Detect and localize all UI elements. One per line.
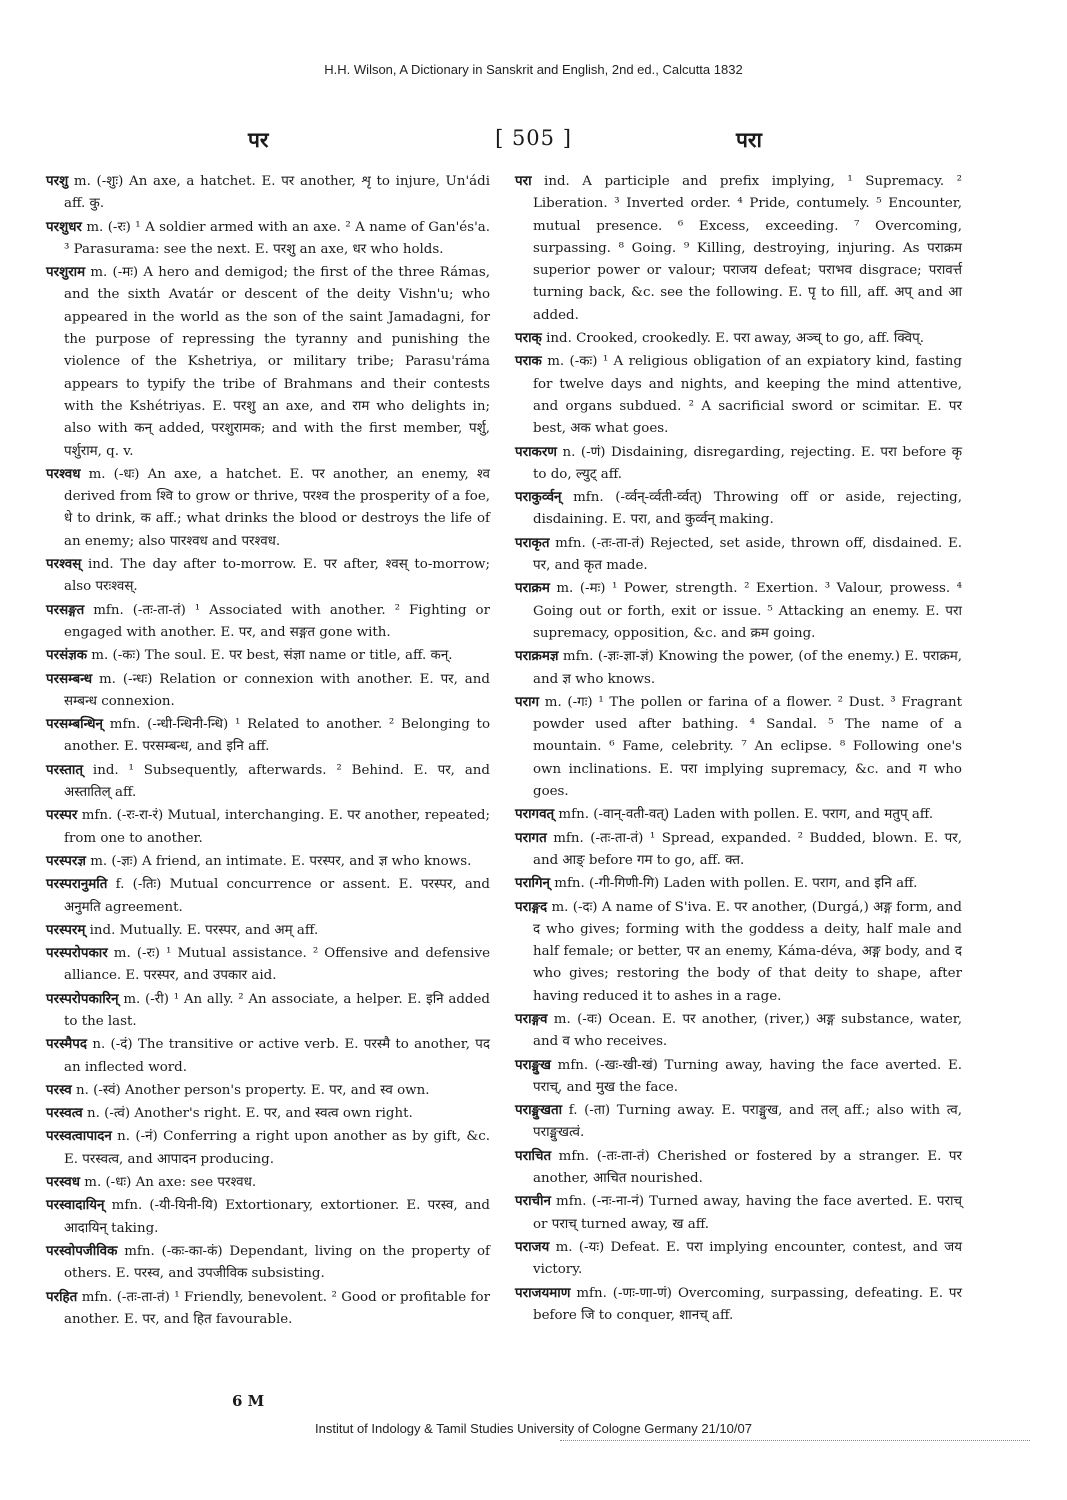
entry-definition: m. (-मः) A hero and demigod; the first of the three Rámas, and the sixth Avatár or descent of the deity Vishn'u; who appeared in the world as the son of the saint Jamadagni, for the purpose of repressing the tyranny and punishing the violence of the Kshetriya, or military tribe; Parasu'ráma appears to typify the tribe of Brahmans and their contests with the Kshétriyas. E. परशु an axe, and राम who delights in; also with कन् added, परशुरामक; and with the first member, पर्शु, पर्शुराम, q. v. xyxy=(64,265,490,459)
entry-headword: परस्तात् xyxy=(46,761,84,778)
entry-headword: पराक xyxy=(515,353,542,370)
entry-definition: mfn. (-खः-खी-खं) Turning away, having the face averted. E. पराच्, and मुख the face. xyxy=(533,1057,962,1095)
entry-definition: m. (-री) ¹ An ally. ² An associate, a helper. E. इनि added to the last. xyxy=(64,991,490,1029)
dictionary-entry xyxy=(46,804,490,850)
dictionary-entry xyxy=(46,873,490,919)
dictionary-entry xyxy=(46,1102,490,1125)
signature-mark: 6 M xyxy=(232,1392,265,1410)
entry-headword: परसंज्ञक xyxy=(46,647,88,664)
dictionary-entry xyxy=(46,644,490,667)
dictionary-entry xyxy=(515,827,962,873)
entry-headword: परहित xyxy=(46,1288,78,1305)
dictionary-entry xyxy=(515,350,962,440)
entry-definition: m. (-धः) An axe, a hatchet. E. पर another, an enemy, श्व derived from श्वि to grow or thrive, परश्व the prosperity of a foe, धे to drink, क aff.; what drinks the blood or destroys the life of an enemy; also पारश्वध and परश्वध. xyxy=(64,466,490,549)
entry-headword: पराकुर्व्वन् xyxy=(515,489,562,506)
entry-headword: पराचीन xyxy=(515,1193,551,1210)
entry-headword: पराक्रम xyxy=(515,580,550,597)
source-note: H.H. Wilson, A Dictionary in Sanskrit and English, 2nd ed., Calcutta 1832 xyxy=(324,62,743,77)
dictionary-entry xyxy=(515,1145,962,1191)
dictionary-entry xyxy=(46,668,490,714)
dictionary-entry xyxy=(46,1079,490,1102)
entry-headword: परस्वोपजीविक xyxy=(46,1242,118,1259)
entry-definition: mfn. (-ज्ञः-ज्ञा-ज्ञं) Knowing the power, (of the enemy.) E. पराक्रम, and ज्ञ who knows. xyxy=(533,649,962,687)
dictionary-entry xyxy=(46,1171,490,1194)
entry-headword: परा xyxy=(515,173,532,189)
entry-headword: परश्वस् xyxy=(46,556,82,573)
right-column xyxy=(515,170,962,1327)
left-column xyxy=(46,170,490,1331)
dictionary-entry xyxy=(46,1125,490,1171)
entry-headword: परस्परज्ञ xyxy=(46,852,86,869)
entry-headword: परस्मैपद xyxy=(46,1036,88,1053)
entry-definition: m. (-कः) The soul. E. पर best, संज्ञा name or title, aff. कन्. xyxy=(87,648,453,664)
entry-definition: mfn. (-णः-णा-णं) Overcoming, surpassing, defeating. E. पर before जि to conquer, शानच् aff. xyxy=(533,1285,962,1323)
dictionary-entry xyxy=(46,216,490,262)
dictionary-entry xyxy=(46,759,490,805)
dictionary-entry xyxy=(46,1194,490,1240)
dictionary-entry xyxy=(46,599,490,645)
entry-definition: m. (-यः) Defeat. E. परा implying encounter, contest, and जय victory. xyxy=(533,1239,962,1278)
entry-headword: परशु xyxy=(46,173,69,189)
entry-headword: पराकृत xyxy=(515,534,550,551)
dictionary-entry xyxy=(46,463,490,553)
entry-definition: mfn. (-न्धी-न्धिनी-न्धि) ¹ Related to another. ² Belonging to another. E. परसम्बन्ध, and इनि aff. xyxy=(64,717,490,755)
entry-definition: ind. Crooked, crookedly. E. परा away, अञ्च् to go, aff. क्विप्. xyxy=(541,331,924,347)
entry-headword: परश्वध xyxy=(46,465,81,482)
dictionary-entry xyxy=(515,896,962,1008)
entry-headword: पराजयमाण xyxy=(515,1284,571,1301)
footer-rule xyxy=(560,1440,1030,1441)
entry-headword: परसङ्गत xyxy=(46,601,85,618)
dictionary-entry xyxy=(46,988,490,1034)
dictionary-entry xyxy=(46,713,490,759)
entry-definition: mfn. (-रः-रा-रं) Mutual, interchanging. E. पर another, repeated; from one to another. xyxy=(64,808,490,846)
entry-definition: m. (-कः) ¹ A religious obligation of an expiatory kind, fasting for twelve days and nights, and keeping the mind attentive, and organs subdued. ² A sacrificial sword or scimitar. E. पर best, अक what goes. xyxy=(533,354,962,437)
entry-headword: परस्परम् xyxy=(46,921,86,938)
entry-definition: ind. A participle and prefix implying, ¹ Supremacy. ² Liberation. ³ Inverted order. ⁴ Pride, contumely. ⁵ Encounter, mutual presence. ⁶ Excess, exceeding. ⁷ Overcoming, surpassing. ⁸ Going. ⁹ Killing, destroying, injuring. As पराक्रम superior power or valour; पराजय defeat; पराभव disgrace; परावर्त्त turning back, &c. see the following. E. पृ to fill, aff. अप् and आ added. xyxy=(531,174,962,323)
entry-headword: पराङ्गद xyxy=(515,898,548,915)
entry-definition: m. (-वः) Ocean. E. पर another, (river,) अङ्ग substance, water, and व who receives. xyxy=(533,1011,962,1050)
entry-definition: m. (-गः) ¹ The pollen or farina of a flower. ² Dust. ³ Fragrant powder used after bathing. ⁴ Sandal. ⁵ The name of a mountain. ⁶ Fame, celebrity. ⁷ An eclipse. ⁸ Following one's own inclinations. E. परा implying supremacy, &c. and ग who goes. xyxy=(533,694,962,800)
entry-definition: m. (-रः) ¹ Mutual assistance. ² Offensive and defensive alliance. E. परस्पर, and उपकार aid. xyxy=(64,946,490,984)
entry-headword: परस्वत्व xyxy=(46,1105,83,1122)
entry-definition: mfn. (-र्व्वन्-र्व्वती-र्व्वत्) Throwing off or aside, rejecting, disdaining. E. परा, and कुर्व्वन् making. xyxy=(533,490,962,528)
dictionary-entry xyxy=(46,170,490,216)
entry-definition: mfn. (-वान्-वती-वत्) Laden with pollen. E. पराग, and मतुप् aff. xyxy=(554,807,934,823)
entry-definition: mfn. (-कः-का-कं) Dependant, living on the property of others. E. परस्व, and उपजीविक subsisting. xyxy=(64,1243,490,1282)
entry-headword: परागवत् xyxy=(515,806,555,823)
entry-definition: n. (-नं) Conferring a right upon another as by gift, &c. E. परस्वत्व, and आपादन producing. xyxy=(64,1129,490,1167)
dictionary-entry xyxy=(515,1054,962,1100)
dictionary-entry xyxy=(515,486,962,532)
entry-headword: पराचित xyxy=(515,1147,552,1164)
entry-definition: m. (-रः) ¹ A soldier armed with an axe. ² A name of Gan'és'a. ³ Parasurama: see the next. E. परशु an axe, धर who holds. xyxy=(64,219,490,257)
entry-headword: परस्पर xyxy=(46,807,78,824)
entry-definition: mfn. (-तः-ता-तं) Cherished or fostered by a stranger. E. पर another, आचित nourished. xyxy=(533,1148,962,1187)
dictionary-entry xyxy=(515,170,962,327)
entry-definition: m. (-ज्ञः) A friend, an intimate. E. परस्पर, and ज्ञ who knows. xyxy=(85,853,472,869)
entry-definition: mfn. (-तः-ता-तं) ¹ Friendly, benevolent. ² Good or profitable for another. E. पर, and हित favourable. xyxy=(64,1289,490,1327)
entry-headword: परस्वध xyxy=(46,1174,80,1191)
dictionary-entry xyxy=(515,1190,962,1236)
entry-headword: पराक् xyxy=(515,330,542,347)
dictionary-entry xyxy=(515,1236,962,1282)
entry-definition: mfn. (-गी-गिणी-गि) Laden with pollen. E. पराग, and इनि aff. xyxy=(550,876,918,892)
entry-definition: f. (-ता) Turning away. E. पराङ्मुख, and तल् aff.; also with त्व, पराङ्मुखत्वं. xyxy=(533,1103,962,1141)
right-guide-word: परा xyxy=(736,127,762,152)
entry-definition: m. (-मः) ¹ Power, strength. ² Exertion. ³ Valour, prowess. ⁴ Going out or forth, exit or issue. ⁵ Attacking an enemy. E. परा supremacy, opposition, &c. and क्रम going. xyxy=(533,581,962,641)
dictionary-entry xyxy=(46,919,490,942)
entry-headword: पराकरण xyxy=(515,443,557,460)
footer-note: Institut of Indology & Tamil Studies University of Cologne Germany 21/10/07 xyxy=(315,1421,752,1436)
entry-definition: mfn. (-नः-ना-नं) Turned away, having the face averted. E. पराच् or पराच् turned away, ख aff. xyxy=(533,1194,962,1232)
dictionary-entry xyxy=(515,645,962,691)
entry-headword: पराङ्मुखता xyxy=(515,1102,563,1119)
dictionary-entry xyxy=(515,691,962,803)
entry-headword: परशुधर xyxy=(46,218,82,235)
left-guide-word: पर xyxy=(248,127,269,152)
entry-definition: f. (-तिः) Mutual concurrence or assent. E. परस्पर, and अनुमति agreement. xyxy=(64,877,490,915)
dictionary-entry xyxy=(515,1282,962,1328)
dictionary-entry xyxy=(46,1286,490,1332)
entry-headword: परस्व xyxy=(46,1081,72,1098)
entry-definition: mfn. (-तः-ता-तं) ¹ Associated with another. ² Fighting or engaged with another. E. पर, and सङ्गत gone with. xyxy=(64,602,490,640)
dictionary-entry xyxy=(46,850,490,873)
dictionary-entry xyxy=(515,441,962,487)
entry-definition: mfn. (-यी-यिनी-यि) Extortionary, extortioner. E. परस्व, and आदायिन् taking. xyxy=(64,1198,490,1236)
entry-definition: ind. The day after to-morrow. E. पर after, श्वस् to-morrow; also परःश्वस्. xyxy=(64,557,490,595)
entry-headword: पराजय xyxy=(515,1238,550,1255)
entry-definition: n. (-णं) Disdaining, disregarding, rejecting. E. परा before कृ to do, ल्युट् aff. xyxy=(533,444,962,482)
dictionary-entry xyxy=(515,803,962,826)
page-number: [ 505 ] xyxy=(495,126,572,150)
entry-headword: परस्वत्वापादन xyxy=(46,1128,112,1145)
entry-definition: ind. ¹ Subsequently, afterwards. ² Behind. E. पर, and अस्तातिल् aff. xyxy=(64,762,490,801)
entry-definition: n. (-स्वं) Another person's property. E. पर, and स्व own. xyxy=(71,1082,430,1098)
entry-definition: n. (-दं) The transitive or active verb. E. परस्मै to another, पद an inflected word. xyxy=(64,1037,490,1075)
entry-headword: पराग xyxy=(515,693,540,710)
entry-headword: परसम्बन्धिन् xyxy=(46,716,103,733)
entry-headword: पराक्रमज्ञ xyxy=(515,648,559,665)
entry-headword: पराङ्मुख xyxy=(515,1056,551,1073)
dictionary-entry xyxy=(46,261,490,463)
dictionary-entry xyxy=(46,942,490,988)
dictionary-entry xyxy=(515,1099,962,1145)
dictionary-entry xyxy=(46,1033,490,1079)
dictionary-entry xyxy=(515,532,962,578)
entry-definition: n. (-त्वं) Another's right. E. पर, and स्वत्व own right. xyxy=(82,1106,413,1122)
dictionary-entry xyxy=(515,327,962,350)
running-head xyxy=(0,126,1067,156)
dictionary-entry xyxy=(515,577,962,645)
entry-definition: m. (-दः) A name of S'iva. E. पर another, (Durgá,) अङ्ग form, and द who gives; forming with the goddess a deity, half male and half female; or better, पर an enemy, Káma-déva, अङ्ग body, and द who gives; restoring the body of that deity to shape, after having reduced it to ashes in a rage. xyxy=(533,899,962,1004)
dictionary-entry xyxy=(515,872,962,895)
entry-headword: परस्वादायिन् xyxy=(46,1197,105,1214)
entry-definition: m. (-न्धः) Relation or connexion with another. E. पर, and सम्बन्ध connexion. xyxy=(64,671,490,709)
entry-headword: परसम्बन्ध xyxy=(46,670,93,687)
entry-headword: परशुराम xyxy=(46,264,86,281)
entry-headword: परागत xyxy=(515,829,547,846)
entry-headword: परागिन् xyxy=(515,875,550,892)
entry-headword: परस्परानुमति xyxy=(46,876,108,893)
entry-definition: ind. Mutually. E. परस्पर, and अम् aff. xyxy=(85,922,319,938)
entry-headword: परस्परोपकार xyxy=(46,945,108,962)
dictionary-entry xyxy=(46,1240,490,1286)
dictionary-entry xyxy=(515,1008,962,1054)
entry-headword: परस्परोपकारिन् xyxy=(46,990,119,1007)
entry-definition: m. (-शुः) An axe, a hatchet. E. पर another, शृ to injure, Un'ádi aff. कु. xyxy=(64,174,490,212)
entry-headword: पराङ्गव xyxy=(515,1010,548,1027)
entry-definition: mfn. (-तः-ता-तं) Rejected, set aside, thrown off, disdained. E. पर, and कृत made. xyxy=(533,535,962,574)
entry-definition: m. (-धः) An axe: see परश्वध. xyxy=(79,1175,257,1191)
dictionary-entry xyxy=(46,553,490,599)
entry-definition: mfn. (-तः-ता-तं) ¹ Spread, expanded. ² Budded, blown. E. पर, and आङ् before गम to go, aff. क्त. xyxy=(533,830,962,868)
